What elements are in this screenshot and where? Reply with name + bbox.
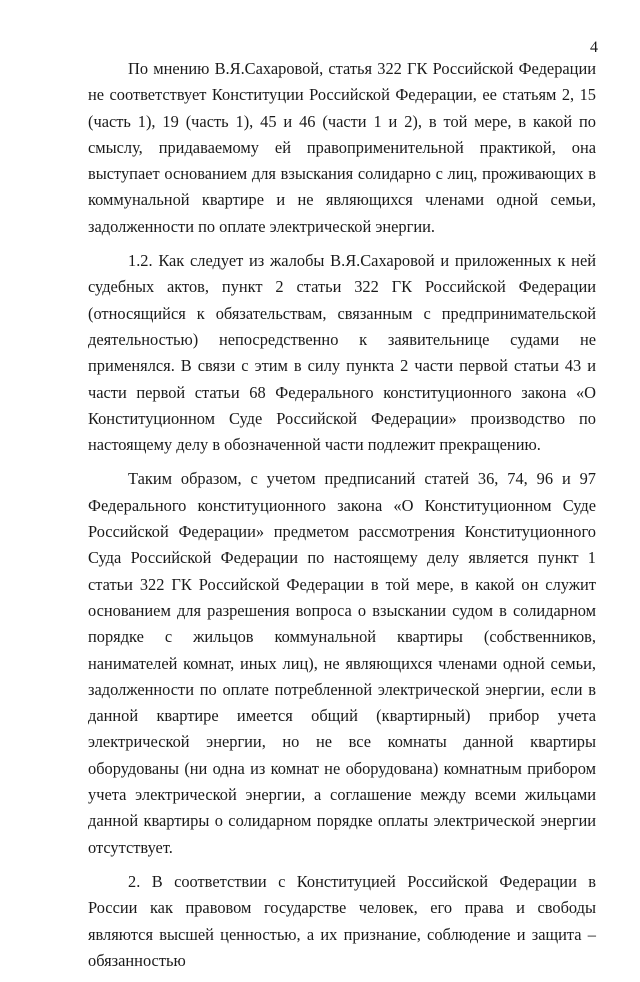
paragraph-2: 2. В соответствии с Конституцией Российской Федерации в России как правовом государстве человек, его права и свободы являются высшей ценностью, а их признание, соблюдение и защита – обязанностью [88,871,596,970]
paragraph-subject: Таким образом, с учетом предписаний статей 36, 74, 96 и 97 Федерального конституционного закона «О Конституционном Суде Российской Федерации» предметом рассмотрения Конституционного Суда Российской Федерации по настоящему делу является пункт 1 статьи 322 ГК Российской Федерации в той мере, в какой он служит основанием для разрешения вопроса о взыскании судом в солидарном порядке с жильцов коммунальной квартиры (собственников, нанимателей комнат, иных лиц), не являющихся членами одной семьи, задолженности по оплате потребленной электрической энергии, если в данной квартире имеется общий (квартирный) прибор учета электрической энергии, но не все комнаты данной квартиры оборудованы (ни одна из комнат не оборудована) комнатным прибором учета электрической энергии, а соглашение между всеми жильцами данной квартиры о солидарном порядке оплаты электрической энергии отсутствует. [88,469,596,857]
paragraph-opinion: По мнению В.Я.Сахаровой, статья 322 ГК Российской Федерации не соответствует Конституции Российской Федерации, ее статьям 2, 15 (часть 1), 19 (часть 1), 45 и 46 (части 1 и 2), в той мере, в какой по смыслу, придаваемому ей правоприменительной практикой, она выступает основанием для взыскания солидарно с лиц, проживающих в коммунальной квартире и не являющихся членами одной семьи, задолженности по оплате электрической энергии. [88,59,596,236]
page-number: 4 [590,39,598,56]
document-body [88,56,596,982]
paragraph-1-2: 1.2. Как следует из жалобы В.Я.Сахаровой и приложенных к ней судебных актов, пункт 2 статьи 322 ГК Российской Федерации (относящийся к обязательствам, связанным с предпринимательской деятельностью) непосредственно к заявительнице судами не применялся. В связи с этим в силу пункта 2 части первой статьи 43 и части первой статьи 68 Федерального конституционного закона «О Конституционном Суде Российской Федерации» производство по настоящему делу в обозначенной части подлежит прекращению. [88,251,596,455]
